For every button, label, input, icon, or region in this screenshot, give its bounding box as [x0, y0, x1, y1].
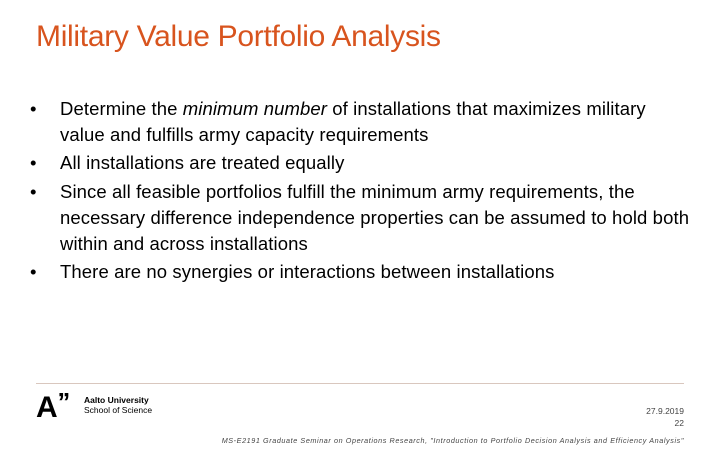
logo-text — [84, 395, 152, 415]
bullet-text-post: of installations that maximizes military value and fulfills army capacity requirements — [60, 98, 646, 146]
bullet-glyph: • — [30, 261, 37, 283]
bullet-glyph: • — [30, 98, 37, 119]
bullet-list — [30, 96, 690, 287]
logo-mark — [36, 387, 70, 425]
bullet-item — [30, 96, 690, 148]
slide-date: 27.9.2019 — [646, 406, 684, 416]
bullet-item — [30, 179, 690, 258]
bullet-text: Since all feasible portfolios fulfill the minimum army requirements, the necessary difference independence properties can be assumed to hold both within and across installations — [60, 180, 690, 255]
bullet-text: There are no synergies or interactions between installations — [60, 261, 555, 283]
bullet-glyph: • — [30, 180, 37, 202]
bullet-item — [30, 259, 690, 285]
logo-school-name: School of Science — [84, 405, 153, 415]
page-title: Military Value Portfolio Analysis — [36, 20, 441, 53]
logo-quote: ’’ — [57, 387, 70, 417]
course-footer: MS-E2191 Graduate Seminar on Operations Research, "Introduction to Portfolio Decision Analysis and Efficiency Analysis" — [221, 436, 684, 445]
logo-university-name: Aalto University — [84, 395, 149, 405]
bullet-item — [30, 150, 690, 176]
bullet-text-pre: Determine the — [60, 98, 183, 119]
aalto-logo — [36, 387, 186, 427]
bullet-text-emphasis: minimum number — [182, 98, 328, 119]
bullet-text: All installations are treated equally — [60, 152, 345, 174]
footer-divider — [36, 383, 684, 384]
bullet-glyph: • — [30, 152, 37, 174]
page-number: 22 — [674, 418, 684, 428]
logo-letter: A — [36, 391, 58, 424]
